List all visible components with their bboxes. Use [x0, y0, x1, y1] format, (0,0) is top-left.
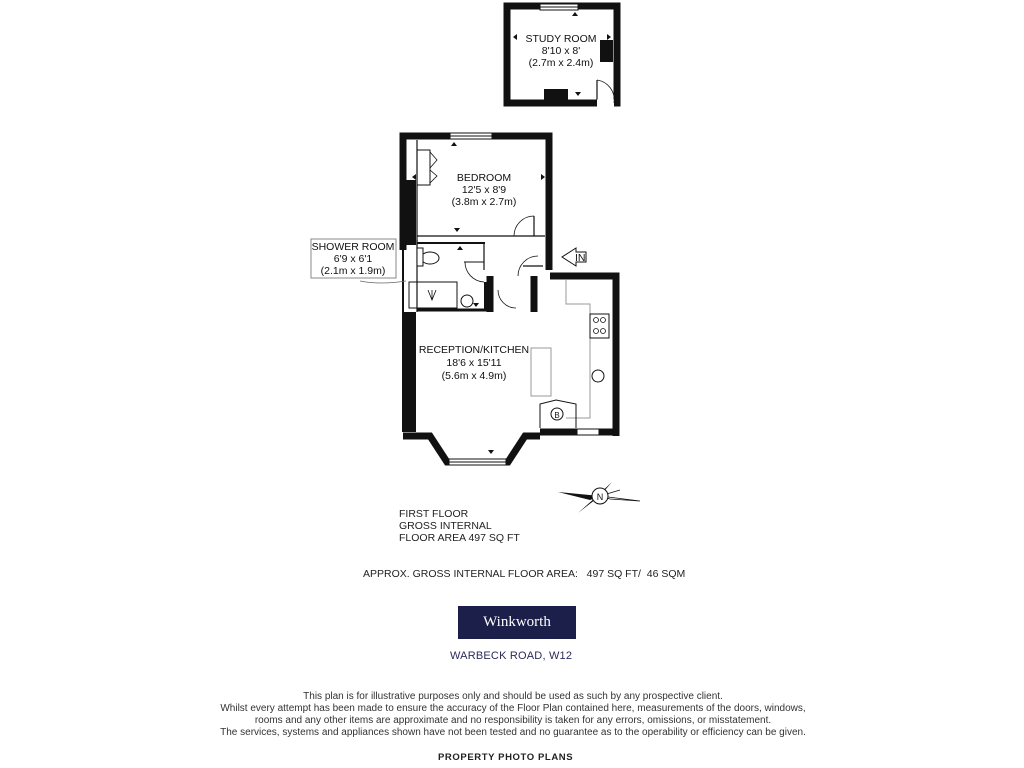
shower-room-name: SHOWER ROOM — [311, 241, 395, 253]
floor-note-line: GROSS INTERNAL — [399, 520, 492, 532]
sink-icon — [592, 370, 604, 382]
bedroom-door-swing — [514, 216, 534, 236]
toilet — [421, 252, 439, 264]
compass-icon — [558, 482, 640, 513]
bedroom — [412, 140, 545, 245]
reception-metric: (5.6m x 4.9m) — [441, 370, 507, 382]
study-room-name: STUDY ROOM — [525, 33, 597, 45]
wardrobe — [417, 150, 430, 185]
compass-north-label: N — [596, 492, 604, 502]
floor-note-line: FLOOR AREA 497 SQ FT — [399, 532, 520, 544]
plan-credit: PROPERTY PHOTO PLANS — [438, 752, 574, 763]
area-summary: APPROX. GROSS INTERNAL FLOOR AREA: 497 SQ FT/ 46 SQM — [363, 568, 686, 580]
disclaimer-line: Whilst every attempt has been made to ensure the accuracy of the Floor Plan contained here, measurements of the doors, windows, — [220, 703, 806, 714]
bedroom-imperial: 12'5 x 8'9 — [461, 184, 507, 196]
study-room-imperial: 8'10 x 8' — [541, 45, 581, 57]
floor-area-note — [399, 508, 520, 544]
disclaimer-line: This plan is for illustrative purposes only and should be used as such by any prospective client. — [303, 691, 723, 702]
shower-room-metric: (2.1m x 1.9m) — [320, 265, 386, 277]
reception-imperial: 18'6 x 15'11 — [446, 357, 502, 369]
kitchen-worktop — [566, 280, 590, 418]
study-room-metric: (2.7m x 2.4m) — [528, 57, 594, 69]
kitchen-island — [531, 348, 551, 396]
disclaimer-line: The services, systems and appliances shown have not been tested and no guarantee as to the operability or efficiency can be given. — [220, 727, 806, 738]
reception-name: RECEPTION/KITCHEN — [418, 344, 530, 356]
study-room — [507, 4, 617, 103]
agent-name: Winkworth — [483, 614, 551, 630]
shower-tray — [409, 282, 457, 308]
study-chimney — [544, 89, 568, 101]
boiler-label: B — [554, 411, 560, 420]
bedroom-name: BEDROOM — [456, 172, 512, 184]
property-address: WARBECK ROAD, W12 — [450, 650, 573, 662]
main-walls — [403, 136, 616, 462]
bedroom-metric: (3.8m x 2.7m) — [451, 196, 517, 208]
shower-room-callout — [311, 239, 406, 283]
disclaimer-line: rooms and any other items are approximate and no responsibility is taken for any errors, omissions, or misstatement. — [254, 715, 772, 726]
shower-room — [409, 240, 490, 312]
disclaimer — [190, 691, 836, 739]
basin — [461, 295, 473, 307]
hob-icon — [590, 314, 609, 338]
shower-room-imperial: 6'9 x 6'1 — [333, 253, 373, 265]
agent-logo — [458, 606, 576, 639]
reception-kitchen — [412, 280, 609, 454]
floor-note-line: FIRST FLOOR — [399, 508, 469, 520]
entrance-label: IN — [575, 252, 586, 264]
